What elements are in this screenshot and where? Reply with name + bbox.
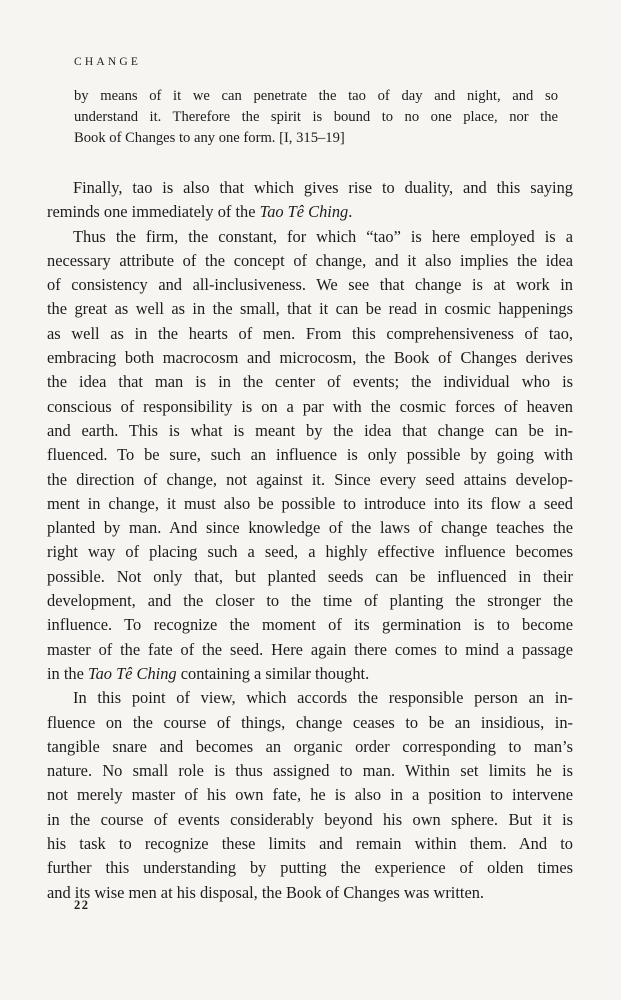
block-quote [74, 86, 558, 149]
paragraph-line: In this point of view, which accords the responsible person an in- [73, 688, 573, 708]
paragraph-line: embracing both macrocosm and microcosm, the Book of Changes derives [47, 348, 573, 368]
paragraph-line: Finally, tao is also that which gives rise to duality, and this saying [73, 178, 573, 197]
paragraph-line: as well as in the hearts of men. From this comprehensiveness of tao, [47, 323, 573, 343]
book-title: Tao Tê Ching [87, 663, 177, 683]
paragraph-line: right way of placing such a seed, a highly effective influence becomes [47, 542, 573, 562]
paragraph-line: fluenced. To be sure, such an influence is only possible by going with [47, 445, 573, 465]
paragraph-line: in the Tao Tê Ching containing a similar thought. [47, 663, 370, 683]
paragraph-line: his task to recognize these limits and remain within them. And to [47, 834, 573, 854]
page-number: 22 [74, 898, 90, 912]
paragraph-line: possible. Not only that, but planted seeds can be influenced in their [47, 566, 573, 586]
paragraph-line: the idea that man is in the center of events; the individual who is [47, 372, 573, 392]
paragraph-line: the direction of change, not against it. Since every seed attains develop- [47, 469, 573, 489]
paragraph-line: fluence on the course of things, change ceases to be an insidious, in- [47, 712, 573, 732]
paragraph-line: tangible snare and becomes an organic order corresponding to man’s [47, 736, 573, 756]
quote-line: Book of Changes to any one form. [I, 315–19] [74, 130, 345, 146]
paragraph-line: further this understanding by putting the experience of olden times [47, 858, 573, 878]
paragraph-line: Thus the firm, the constant, for which “tao” is here employed is a [73, 226, 573, 246]
paragraph-line: necessary attribute of the concept of change, and it also implies the idea [47, 250, 573, 270]
paragraph-line: planted by man. And since knowledge of the laws of change teaches the [47, 518, 573, 538]
paragraph-line: of consistency and all-inclusiveness. We see that change is at work in [47, 275, 573, 295]
paragraph-line: conscious of responsibility is on a par with the cosmic forces of heaven [47, 396, 573, 416]
running-head: CHANGE [74, 56, 142, 68]
body-text [47, 176, 573, 905]
paragraph-line: master of the fate of the seed. Here again there comes to mind a passage [47, 639, 573, 659]
paragraph-line: reminds one immediately of the Tao Tê Ching. [47, 202, 353, 222]
paragraph-line: not merely master of his own fate, he is also in a position to intervene [47, 785, 573, 805]
paragraph-line: development, and the closer to the time of planting the stronger the [47, 591, 573, 611]
quote-line: by means of it we can penetrate the tao of day and night, and so [74, 88, 558, 104]
paragraph-line: in the course of events considerably beyond his own sphere. But it is [47, 809, 573, 829]
paragraph-line: and earth. This is what is meant by the idea that change can be in- [47, 420, 573, 440]
paragraph-line: the great as well as in the small, that it can be read in cosmic happenings [47, 299, 573, 319]
paragraph-line: and its wise men at his disposal, the Book of Changes was written. [47, 882, 485, 902]
book-title: Tao Tê Ching [259, 202, 349, 222]
paragraph-line: influence. To recognize the moment of its germination is to become [47, 615, 573, 635]
quote-line: understand it. Therefore the spirit is bound to no one place, nor the [74, 109, 558, 125]
paragraph-line: ment in change, it must also be possible to introduce into its flow a seed [47, 493, 573, 513]
paragraph-line: nature. No small role is thus assigned to man. Within set limits he is [47, 761, 573, 781]
